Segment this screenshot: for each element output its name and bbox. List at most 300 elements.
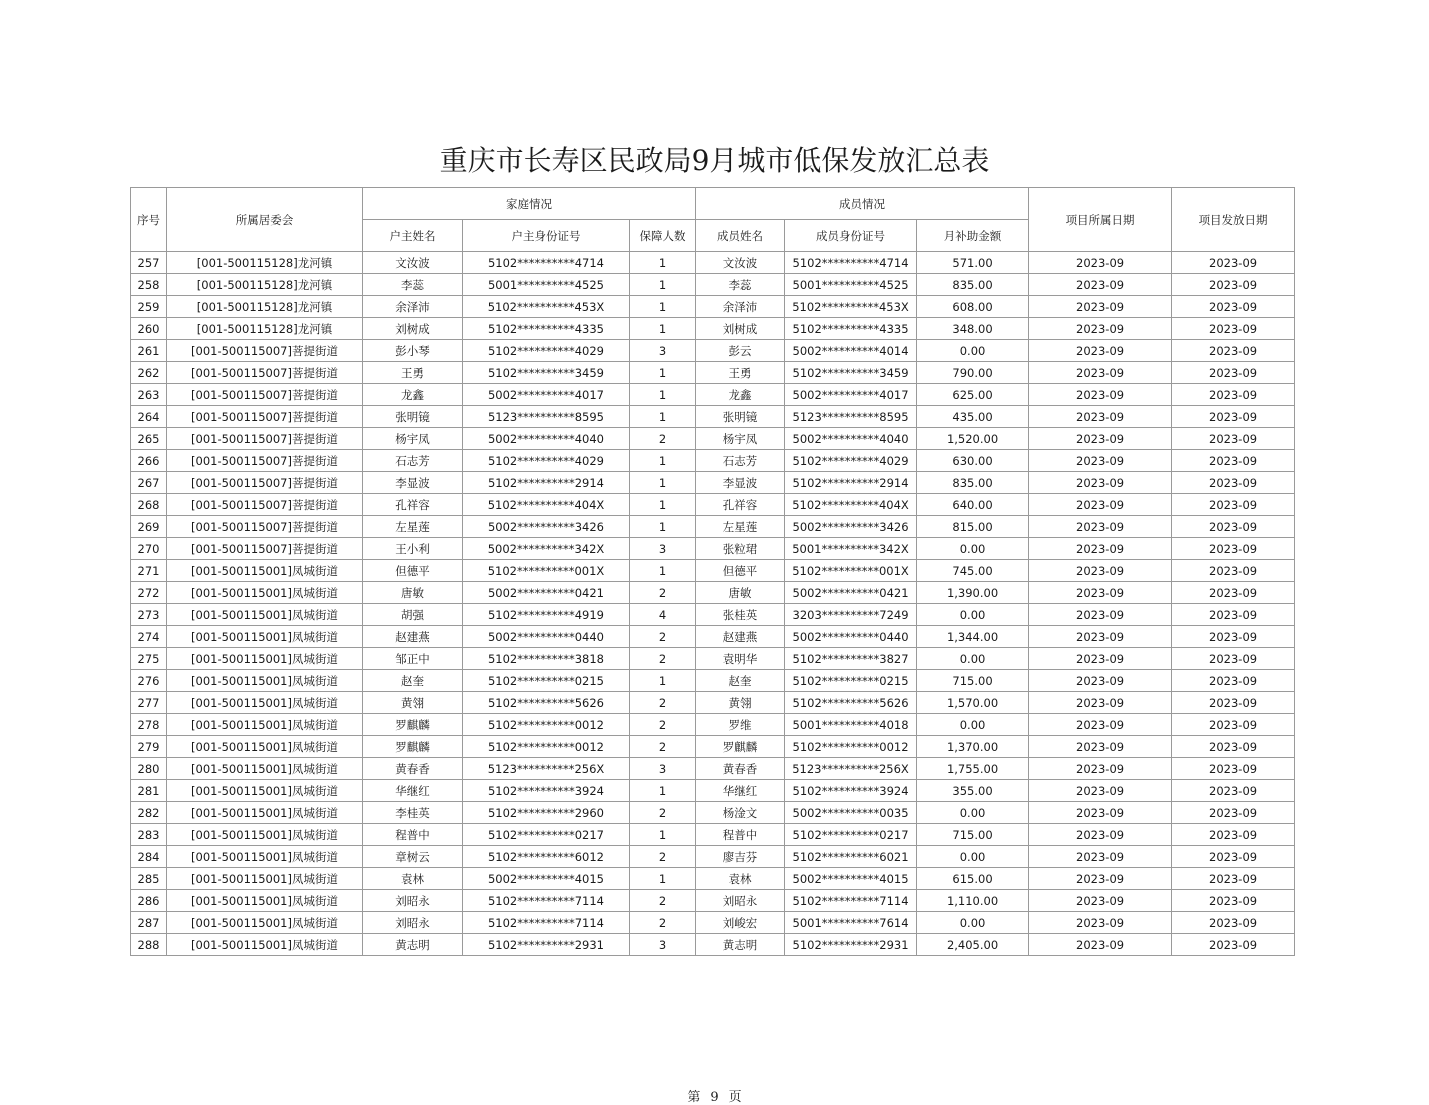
committee-cell: [001-500115007]菩提街道 — [167, 428, 363, 450]
head-id-cell: 5002**********4015 — [463, 868, 630, 890]
committee-cell: [001-500115001]凤城街道 — [167, 780, 363, 802]
head-name-cell: 罗麒麟 — [363, 736, 463, 758]
project-date-cell: 2023-09 — [1029, 252, 1172, 274]
table-row — [131, 340, 1295, 362]
amount-cell: 608.00 — [917, 296, 1029, 318]
issue-date-cell: 2023-09 — [1172, 428, 1295, 450]
project-date-cell: 2023-09 — [1029, 758, 1172, 780]
issue-date-cell: 2023-09 — [1172, 934, 1295, 956]
project-date-cell: 2023-09 — [1029, 450, 1172, 472]
seq-cell: 278 — [131, 714, 167, 736]
member-name-cell: 罗维 — [696, 714, 785, 736]
header-member-name: 成员姓名 — [696, 220, 785, 252]
header-count: 保障人数 — [630, 220, 696, 252]
head-id-cell: 5102**********2914 — [463, 472, 630, 494]
committee-cell: [001-500115007]菩提街道 — [167, 516, 363, 538]
amount-cell: 0.00 — [917, 340, 1029, 362]
head-id-cell: 5102**********5626 — [463, 692, 630, 714]
amount-cell: 715.00 — [917, 824, 1029, 846]
issue-date-cell: 2023-09 — [1172, 824, 1295, 846]
count-cell: 1 — [630, 472, 696, 494]
table-row — [131, 582, 1295, 604]
head-name-cell: 刘树成 — [363, 318, 463, 340]
seq-cell: 279 — [131, 736, 167, 758]
project-date-cell: 2023-09 — [1029, 340, 1172, 362]
amount-cell: 640.00 — [917, 494, 1029, 516]
project-date-cell: 2023-09 — [1029, 824, 1172, 846]
seq-cell: 263 — [131, 384, 167, 406]
member-name-cell: 孔祥容 — [696, 494, 785, 516]
head-id-cell: 5102**********6012 — [463, 846, 630, 868]
amount-cell: 1,520.00 — [917, 428, 1029, 450]
head-name-cell: 刘昭永 — [363, 912, 463, 934]
head-id-cell: 5102**********3818 — [463, 648, 630, 670]
member-id-cell: 5123**********256X — [785, 758, 917, 780]
count-cell: 2 — [630, 912, 696, 934]
issue-date-cell: 2023-09 — [1172, 472, 1295, 494]
member-name-cell: 黄志明 — [696, 934, 785, 956]
member-id-cell: 5102**********5626 — [785, 692, 917, 714]
project-date-cell: 2023-09 — [1029, 472, 1172, 494]
amount-cell: 1,570.00 — [917, 692, 1029, 714]
member-id-cell: 5102**********0012 — [785, 736, 917, 758]
table-row — [131, 780, 1295, 802]
head-name-cell: 袁林 — [363, 868, 463, 890]
committee-cell: [001-500115128]龙河镇 — [167, 296, 363, 318]
member-id-cell: 5102**********6021 — [785, 846, 917, 868]
head-name-cell: 赵奎 — [363, 670, 463, 692]
issue-date-cell: 2023-09 — [1172, 604, 1295, 626]
member-name-cell: 罗麒麟 — [696, 736, 785, 758]
issue-date-cell: 2023-09 — [1172, 560, 1295, 582]
project-date-cell: 2023-09 — [1029, 560, 1172, 582]
head-id-cell: 5102**********2960 — [463, 802, 630, 824]
page-footer — [0, 1086, 1429, 1105]
issue-date-cell: 2023-09 — [1172, 494, 1295, 516]
count-cell: 2 — [630, 802, 696, 824]
head-id-cell: 5102**********3459 — [463, 362, 630, 384]
head-name-cell: 刘昭永 — [363, 890, 463, 912]
head-id-cell: 5002**********4040 — [463, 428, 630, 450]
count-cell: 1 — [630, 494, 696, 516]
member-id-cell: 5002**********3426 — [785, 516, 917, 538]
committee-cell: [001-500115001]凤城街道 — [167, 582, 363, 604]
table-row — [131, 472, 1295, 494]
header-committee: 所属居委会 — [167, 188, 363, 252]
amount-cell: 1,344.00 — [917, 626, 1029, 648]
seq-cell: 257 — [131, 252, 167, 274]
issue-date-cell: 2023-09 — [1172, 736, 1295, 758]
head-name-cell: 文汝波 — [363, 252, 463, 274]
issue-date-cell: 2023-09 — [1172, 406, 1295, 428]
issue-date-cell: 2023-09 — [1172, 538, 1295, 560]
count-cell: 1 — [630, 318, 696, 340]
header-head-id: 户主身份证号 — [463, 220, 630, 252]
header-seq: 序号 — [131, 188, 167, 252]
table-row — [131, 846, 1295, 868]
committee-cell: [001-500115001]凤城街道 — [167, 846, 363, 868]
count-cell: 3 — [630, 538, 696, 560]
issue-date-cell: 2023-09 — [1172, 868, 1295, 890]
project-date-cell: 2023-09 — [1029, 670, 1172, 692]
table-row — [131, 736, 1295, 758]
header-amount: 月补助金额 — [917, 220, 1029, 252]
table-row — [131, 824, 1295, 846]
head-name-cell: 唐敏 — [363, 582, 463, 604]
head-name-cell: 胡强 — [363, 604, 463, 626]
head-id-cell: 5102**********453X — [463, 296, 630, 318]
count-cell: 2 — [630, 890, 696, 912]
committee-cell: [001-500115001]凤城街道 — [167, 802, 363, 824]
table-row — [131, 670, 1295, 692]
amount-cell: 615.00 — [917, 868, 1029, 890]
head-name-cell: 龙鑫 — [363, 384, 463, 406]
amount-cell: 1,390.00 — [917, 582, 1029, 604]
header-member-group: 成员情况 — [696, 188, 1029, 220]
seq-cell: 286 — [131, 890, 167, 912]
count-cell: 1 — [630, 406, 696, 428]
amount-cell: 571.00 — [917, 252, 1029, 274]
head-name-cell: 李显波 — [363, 472, 463, 494]
table-row — [131, 362, 1295, 384]
committee-cell: [001-500115001]凤城街道 — [167, 934, 363, 956]
committee-cell: [001-500115007]菩提街道 — [167, 340, 363, 362]
head-name-cell: 黄春香 — [363, 758, 463, 780]
member-name-cell: 王勇 — [696, 362, 785, 384]
member-id-cell: 5102**********0215 — [785, 670, 917, 692]
head-name-cell: 左星莲 — [363, 516, 463, 538]
member-id-cell: 5102**********2914 — [785, 472, 917, 494]
head-name-cell: 石志芳 — [363, 450, 463, 472]
count-cell: 3 — [630, 340, 696, 362]
head-id-cell: 5102**********001X — [463, 560, 630, 582]
member-id-cell: 5102**********453X — [785, 296, 917, 318]
seq-cell: 265 — [131, 428, 167, 450]
count-cell: 1 — [630, 868, 696, 890]
head-id-cell: 5102**********7114 — [463, 890, 630, 912]
member-id-cell: 5002**********0440 — [785, 626, 917, 648]
table-row — [131, 428, 1295, 450]
amount-cell: 815.00 — [917, 516, 1029, 538]
amount-cell: 745.00 — [917, 560, 1029, 582]
committee-cell: [001-500115001]凤城街道 — [167, 604, 363, 626]
seq-cell: 272 — [131, 582, 167, 604]
head-id-cell: 5102**********2931 — [463, 934, 630, 956]
amount-cell: 625.00 — [917, 384, 1029, 406]
amount-cell: 0.00 — [917, 714, 1029, 736]
seq-cell: 270 — [131, 538, 167, 560]
count-cell: 3 — [630, 934, 696, 956]
header-project-date: 项目所属日期 — [1029, 188, 1172, 252]
committee-cell: [001-500115007]菩提街道 — [167, 406, 363, 428]
issue-date-cell: 2023-09 — [1172, 692, 1295, 714]
member-id-cell: 5002**********0035 — [785, 802, 917, 824]
issue-date-cell: 2023-09 — [1172, 890, 1295, 912]
seq-cell: 276 — [131, 670, 167, 692]
seq-cell: 284 — [131, 846, 167, 868]
amount-cell: 1,755.00 — [917, 758, 1029, 780]
relief-table — [130, 187, 1295, 956]
issue-date-cell: 2023-09 — [1172, 846, 1295, 868]
issue-date-cell: 2023-09 — [1172, 714, 1295, 736]
head-id-cell: 5102**********4714 — [463, 252, 630, 274]
issue-date-cell: 2023-09 — [1172, 758, 1295, 780]
project-date-cell: 2023-09 — [1029, 934, 1172, 956]
head-id-cell: 5102**********0217 — [463, 824, 630, 846]
count-cell: 2 — [630, 736, 696, 758]
member-id-cell: 5001**********7614 — [785, 912, 917, 934]
member-name-cell: 黄翎 — [696, 692, 785, 714]
seq-cell: 264 — [131, 406, 167, 428]
count-cell: 2 — [630, 626, 696, 648]
amount-cell: 355.00 — [917, 780, 1029, 802]
table-row — [131, 758, 1295, 780]
amount-cell: 2,405.00 — [917, 934, 1029, 956]
member-id-cell: 5002**********0421 — [785, 582, 917, 604]
member-id-cell: 5001**********4525 — [785, 274, 917, 296]
member-id-cell: 5102**********2931 — [785, 934, 917, 956]
member-id-cell: 5102**********4029 — [785, 450, 917, 472]
header-member-id: 成员身份证号 — [785, 220, 917, 252]
table-row — [131, 890, 1295, 912]
amount-cell: 348.00 — [917, 318, 1029, 340]
amount-cell: 835.00 — [917, 274, 1029, 296]
head-name-cell: 华继红 — [363, 780, 463, 802]
seq-cell: 288 — [131, 934, 167, 956]
project-date-cell: 2023-09 — [1029, 538, 1172, 560]
count-cell: 1 — [630, 824, 696, 846]
member-name-cell: 袁林 — [696, 868, 785, 890]
member-name-cell: 文汝波 — [696, 252, 785, 274]
seq-cell: 283 — [131, 824, 167, 846]
table-row — [131, 406, 1295, 428]
amount-cell: 435.00 — [917, 406, 1029, 428]
count-cell: 2 — [630, 648, 696, 670]
issue-date-cell: 2023-09 — [1172, 648, 1295, 670]
member-id-cell: 3203**********7249 — [785, 604, 917, 626]
page-title: 重庆市长寿区民政局9月城市低保发放汇总表 — [439, 144, 990, 177]
head-id-cell: 5002**********3426 — [463, 516, 630, 538]
member-name-cell: 廖吉芬 — [696, 846, 785, 868]
committee-cell: [001-500115128]龙河镇 — [167, 274, 363, 296]
amount-cell: 790.00 — [917, 362, 1029, 384]
issue-date-cell: 2023-09 — [1172, 384, 1295, 406]
count-cell: 3 — [630, 758, 696, 780]
table-body — [131, 252, 1295, 956]
seq-cell: 271 — [131, 560, 167, 582]
issue-date-cell: 2023-09 — [1172, 516, 1295, 538]
table-row — [131, 626, 1295, 648]
amount-cell: 0.00 — [917, 538, 1029, 560]
head-id-cell: 5102**********4029 — [463, 450, 630, 472]
table-row — [131, 274, 1295, 296]
project-date-cell: 2023-09 — [1029, 736, 1172, 758]
committee-cell: [001-500115007]菩提街道 — [167, 384, 363, 406]
count-cell: 1 — [630, 780, 696, 802]
page-number: 9 — [710, 1090, 719, 1105]
member-name-cell: 杨宇凤 — [696, 428, 785, 450]
member-name-cell: 黄春香 — [696, 758, 785, 780]
project-date-cell: 2023-09 — [1029, 868, 1172, 890]
issue-date-cell: 2023-09 — [1172, 912, 1295, 934]
member-id-cell: 5002**********4015 — [785, 868, 917, 890]
count-cell: 2 — [630, 582, 696, 604]
committee-cell: [001-500115001]凤城街道 — [167, 714, 363, 736]
committee-cell: [001-500115001]凤城街道 — [167, 560, 363, 582]
committee-cell: [001-500115007]菩提街道 — [167, 538, 363, 560]
project-date-cell: 2023-09 — [1029, 516, 1172, 538]
member-name-cell: 袁明华 — [696, 648, 785, 670]
committee-cell: [001-500115128]龙河镇 — [167, 252, 363, 274]
amount-cell: 835.00 — [917, 472, 1029, 494]
head-id-cell: 5002**********0421 — [463, 582, 630, 604]
seq-cell: 266 — [131, 450, 167, 472]
count-cell: 1 — [630, 670, 696, 692]
seq-cell: 258 — [131, 274, 167, 296]
seq-cell: 277 — [131, 692, 167, 714]
member-id-cell: 5102**********3827 — [785, 648, 917, 670]
member-name-cell: 张粒珺 — [696, 538, 785, 560]
seq-cell: 259 — [131, 296, 167, 318]
head-name-cell: 邹正中 — [363, 648, 463, 670]
committee-cell: [001-500115001]凤城街道 — [167, 758, 363, 780]
member-name-cell: 李蕊 — [696, 274, 785, 296]
committee-cell: [001-500115001]凤城街道 — [167, 736, 363, 758]
member-id-cell: 5123**********8595 — [785, 406, 917, 428]
project-date-cell: 2023-09 — [1029, 692, 1172, 714]
table-row — [131, 538, 1295, 560]
issue-date-cell: 2023-09 — [1172, 780, 1295, 802]
member-id-cell: 5102**********3924 — [785, 780, 917, 802]
table-row — [131, 318, 1295, 340]
issue-date-cell: 2023-09 — [1172, 670, 1295, 692]
project-date-cell: 2023-09 — [1029, 780, 1172, 802]
amount-cell: 0.00 — [917, 648, 1029, 670]
count-cell: 1 — [630, 252, 696, 274]
project-date-cell: 2023-09 — [1029, 714, 1172, 736]
count-cell: 1 — [630, 274, 696, 296]
count-cell: 4 — [630, 604, 696, 626]
count-cell: 1 — [630, 384, 696, 406]
member-name-cell: 刘峻宏 — [696, 912, 785, 934]
committee-cell: [001-500115001]凤城街道 — [167, 626, 363, 648]
table-row — [131, 252, 1295, 274]
footer-suffix: 页 — [728, 1090, 742, 1105]
member-name-cell: 赵奎 — [696, 670, 785, 692]
amount-cell: 0.00 — [917, 846, 1029, 868]
head-id-cell: 5102**********3924 — [463, 780, 630, 802]
seq-cell: 267 — [131, 472, 167, 494]
table-row — [131, 934, 1295, 956]
amount-cell: 1,370.00 — [917, 736, 1029, 758]
issue-date-cell: 2023-09 — [1172, 296, 1295, 318]
table-row — [131, 868, 1295, 890]
member-name-cell: 彭云 — [696, 340, 785, 362]
issue-date-cell: 2023-09 — [1172, 450, 1295, 472]
seq-cell: 273 — [131, 604, 167, 626]
member-id-cell: 5102**********404X — [785, 494, 917, 516]
header-head-name: 户主姓名 — [363, 220, 463, 252]
committee-cell: [001-500115001]凤城街道 — [167, 890, 363, 912]
member-id-cell: 5002**********4014 — [785, 340, 917, 362]
committee-cell: [001-500115001]凤城街道 — [167, 824, 363, 846]
seq-cell: 274 — [131, 626, 167, 648]
head-name-cell: 黄翎 — [363, 692, 463, 714]
table-row — [131, 802, 1295, 824]
table-row — [131, 648, 1295, 670]
head-id-cell: 5123**********8595 — [463, 406, 630, 428]
head-id-cell: 5001**********4525 — [463, 274, 630, 296]
committee-cell: [001-500115007]菩提街道 — [167, 362, 363, 384]
committee-cell: [001-500115001]凤城街道 — [167, 670, 363, 692]
seq-cell: 281 — [131, 780, 167, 802]
member-id-cell: 5001**********4018 — [785, 714, 917, 736]
issue-date-cell: 2023-09 — [1172, 582, 1295, 604]
member-id-cell: 5102**********001X — [785, 560, 917, 582]
count-cell: 1 — [630, 362, 696, 384]
project-date-cell: 2023-09 — [1029, 274, 1172, 296]
count-cell: 1 — [630, 296, 696, 318]
head-id-cell: 5102**********0012 — [463, 714, 630, 736]
head-name-cell: 王小利 — [363, 538, 463, 560]
head-name-cell: 黄志明 — [363, 934, 463, 956]
head-name-cell: 但德平 — [363, 560, 463, 582]
count-cell: 2 — [630, 692, 696, 714]
member-id-cell: 5002**********4040 — [785, 428, 917, 450]
project-date-cell: 2023-09 — [1029, 846, 1172, 868]
member-name-cell: 张桂英 — [696, 604, 785, 626]
issue-date-cell: 2023-09 — [1172, 252, 1295, 274]
count-cell: 1 — [630, 516, 696, 538]
head-name-cell: 程普中 — [363, 824, 463, 846]
head-id-cell: 5102**********4029 — [463, 340, 630, 362]
member-name-cell: 龙鑫 — [696, 384, 785, 406]
table-row — [131, 714, 1295, 736]
member-id-cell: 5102**********4335 — [785, 318, 917, 340]
head-id-cell: 5002**********342X — [463, 538, 630, 560]
amount-cell: 630.00 — [917, 450, 1029, 472]
table-row — [131, 692, 1295, 714]
member-id-cell: 5102**********0217 — [785, 824, 917, 846]
project-date-cell: 2023-09 — [1029, 318, 1172, 340]
footer-prefix: 第 — [687, 1090, 701, 1105]
seq-cell: 262 — [131, 362, 167, 384]
member-name-cell: 华继红 — [696, 780, 785, 802]
committee-cell: [001-500115001]凤城街道 — [167, 912, 363, 934]
member-id-cell: 5102**********7114 — [785, 890, 917, 912]
table-row — [131, 296, 1295, 318]
member-name-cell: 赵建燕 — [696, 626, 785, 648]
head-id-cell: 5102**********0215 — [463, 670, 630, 692]
member-name-cell: 刘昭永 — [696, 890, 785, 912]
committee-cell: [001-500115007]菩提街道 — [167, 450, 363, 472]
header-family-group: 家庭情况 — [363, 188, 696, 220]
issue-date-cell: 2023-09 — [1172, 802, 1295, 824]
issue-date-cell: 2023-09 — [1172, 626, 1295, 648]
head-name-cell: 李桂英 — [363, 802, 463, 824]
committee-cell: [001-500115001]凤城街道 — [167, 692, 363, 714]
project-date-cell: 2023-09 — [1029, 494, 1172, 516]
project-date-cell: 2023-09 — [1029, 648, 1172, 670]
amount-cell: 0.00 — [917, 802, 1029, 824]
project-date-cell: 2023-09 — [1029, 626, 1172, 648]
project-date-cell: 2023-09 — [1029, 428, 1172, 450]
committee-cell: [001-500115007]菩提街道 — [167, 472, 363, 494]
table-row — [131, 494, 1295, 516]
project-date-cell: 2023-09 — [1029, 362, 1172, 384]
table-row — [131, 450, 1295, 472]
table-row — [131, 384, 1295, 406]
